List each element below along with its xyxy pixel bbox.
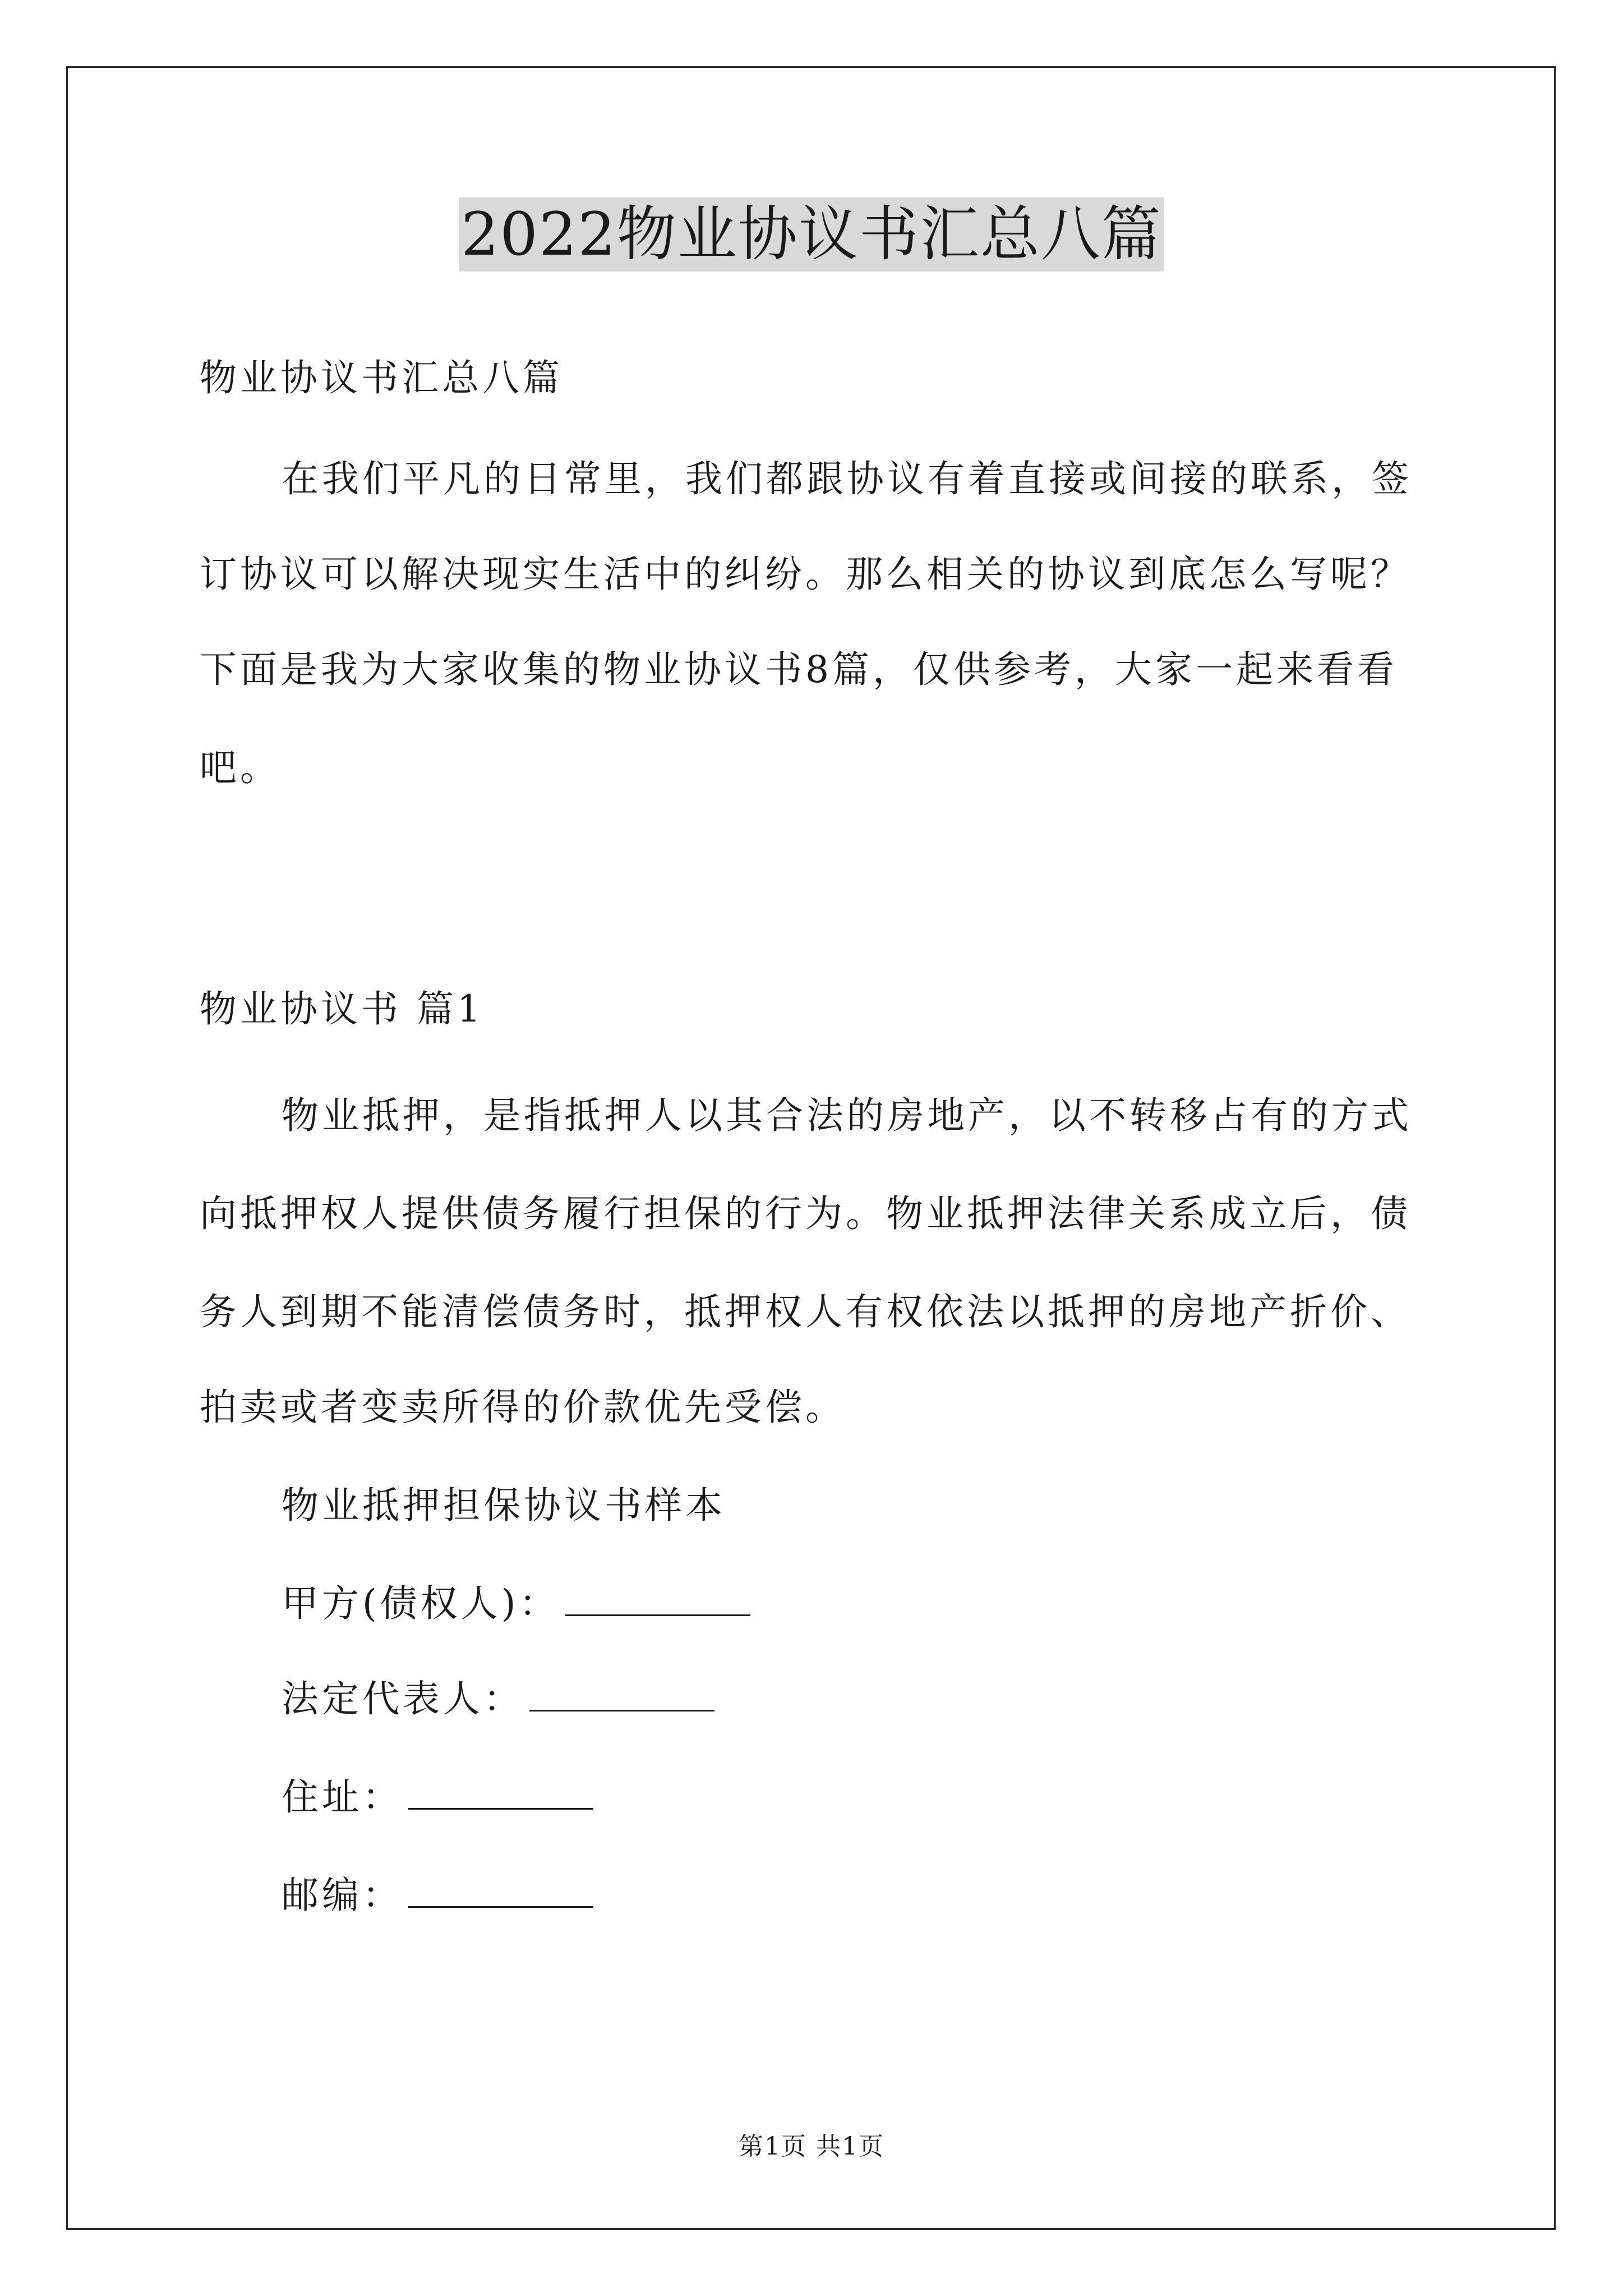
document-subtitle: 物业协议书汇总八篇 [200, 356, 563, 399]
section-line: 务人到期不能清偿债务时，抵押权人有权依法以抵押的房地产折价、 [200, 1290, 1411, 1333]
section-line: 物业抵押，是指抵押人以其合法的房地产，以不转移占有的方式 [282, 1094, 1412, 1137]
field-label: 住址： [282, 1775, 403, 1819]
field-row [282, 1865, 593, 1918]
intro-line: 订协议可以解决现实生活中的纠纷。那么相关的协议到底怎么写呢？ [200, 553, 1411, 596]
section-heading: 物业协议书 篇1 [200, 987, 484, 1030]
field-label: 邮编： [282, 1874, 403, 1917]
fill-blank[interactable] [565, 1583, 750, 1616]
section-line: 拍卖或者变卖所得的价款优先受偿。 [200, 1386, 846, 1429]
title-container [0, 197, 1623, 272]
sample-title: 物业抵押担保协议书样本 [282, 1484, 726, 1527]
field-row [282, 1669, 714, 1722]
fill-blank[interactable] [529, 1678, 714, 1711]
field-label: 法定代表人： [282, 1677, 524, 1720]
fill-blank[interactable] [408, 1875, 593, 1908]
fill-blank[interactable] [408, 1777, 593, 1810]
page-footer: 第1页 共1页 [739, 2132, 884, 2161]
intro-line: 下面是我为大家收集的物业协议书8篇，仅供参考，大家一起来看看 [200, 648, 1398, 691]
field-label: 甲方(债权人)： [282, 1582, 560, 1625]
intro-line: 在我们平凡的日常里，我们都跟协议有着直接或间接的联系，签 [282, 457, 1412, 500]
document-title: 2022物业协议书汇总八篇 [459, 197, 1164, 272]
intro-line: 吧。 [200, 746, 280, 789]
field-row [282, 1573, 750, 1627]
field-row [282, 1767, 593, 1820]
section-line: 向抵押权人提供债务履行担保的行为。物业抵押法律关系成立后，债 [200, 1192, 1411, 1235]
